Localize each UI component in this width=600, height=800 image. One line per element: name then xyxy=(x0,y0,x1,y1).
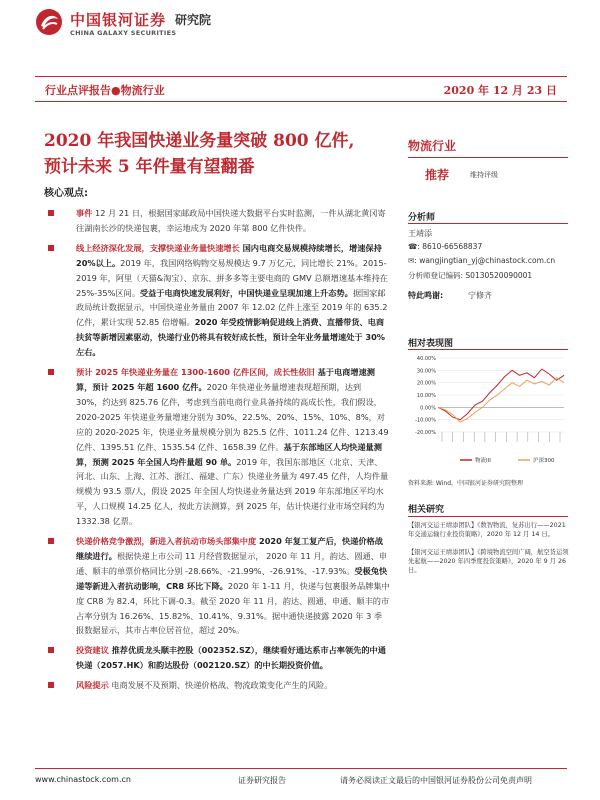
analyst-heading: 分析师 xyxy=(408,213,436,223)
core-view-text: 风险提示 xyxy=(76,680,109,691)
bullet-marker xyxy=(48,682,54,688)
industry-name: 物流行业 xyxy=(408,139,457,153)
bullet-marker xyxy=(48,538,54,544)
core-view-text: 2019 年，我国网络购物交易规模达 9.7 万亿元，同比增长 21%。2015-2019 年，阿里（天猫&淘宝）、京东、拼多多等主要电商的 GMV 总额增速基本维持在 25%-35%区间。 xyxy=(76,257,388,298)
related-item[interactable]: 【银河交运王靖添团队】《跨境物流空间广阔，航空货运领先起航——2020 年四季度投资策略》，2020 年 9 月 26 日。 xyxy=(408,549,569,574)
core-view-text: 2020 年复工复产后，快递价格战继续进行。 xyxy=(76,536,383,561)
core-view-text: 预计 2025 年快递业务量在 1300-1600 亿件区间，成长性依旧 xyxy=(76,367,315,378)
core-views-list xyxy=(44,206,390,698)
core-view-text: 受益于电商快速发展利好，中国快递业呈现加速上升态势。 xyxy=(139,287,353,298)
core-view-text: 事件 xyxy=(76,208,93,218)
bullet-marker xyxy=(48,245,54,251)
core-view-text: 2019 年，我国东部地区（北京、天津、河北、山东、上海、江苏、浙江、福建、广东）快递业务量为 497.45 亿件，人均件量规模为 93.5 票/人，假设 2025 年全国人均快递业务量达到 2019 年东部地区平均水平，人口规模 14.25 亿人，按此方法测算，到 2025 年，估计快递行业市场空间约为 1332.38 亿票。 xyxy=(76,456,389,527)
relative-performance-chart xyxy=(408,352,568,470)
footer-website[interactable]: www.chinastock.com.cn xyxy=(35,775,131,784)
chart-legend-label: 物流III xyxy=(475,458,491,464)
chart-heading: 相对表现图 xyxy=(408,339,454,349)
core-view-item xyxy=(44,678,390,693)
core-view-text: 基于东部地区人均快递量测算，预测 2025 年全国人均件量超 90 单。 xyxy=(76,441,382,467)
core-view-item xyxy=(44,643,390,673)
footer-disclaimer: 请务必阅读正文最后的中国银河证券股份公司免责声明 xyxy=(340,776,532,785)
footer-divider xyxy=(35,768,567,769)
core-view-text: 基于电商增速测算，预计 2025 年超 1600 亿件。 xyxy=(76,367,375,392)
report-date: 2020 年 12 月 23 日 xyxy=(443,84,557,97)
chart-y-tick-label: 40.00% xyxy=(416,356,436,362)
chart-series-line xyxy=(438,369,564,420)
core-view-text: 2020 年受疫情影响促进线上消费、直播带货、电商扶贫等新增因素驱动，快递行业仍将具有较好成长性，预计全年业务量增速处于 30%左右。 xyxy=(76,317,386,358)
core-view-text: 根据快递上市公司 11 月经营数据显示， 2020 年 11 月，韵达、圆通、申通、顺丰的单票价格同比分别 -28.66%、-21.99%、-26.91%、-17.93%。 xyxy=(76,550,388,576)
core-view-text: 电商发展不及预期、快递价格战、物流政策变化产生的风险。 xyxy=(108,680,333,691)
core-view-item xyxy=(44,365,390,529)
chart-y-tick-label: -10.00% xyxy=(415,417,436,424)
chart-y-tick-label: 20.00% xyxy=(416,380,436,387)
report-banner xyxy=(35,76,567,102)
related-research-heading: 相关研究 xyxy=(408,505,445,515)
chart-series-line xyxy=(438,378,564,422)
chart-y-tick-label: 30.00% xyxy=(416,368,436,375)
report-title xyxy=(44,128,394,180)
core-view-text: 推荐优质龙头顺丰控股（002352.SZ），继续看好通达系市占率领先的中通快递（2057.HK）和韵达股份（002120.SZ）的中长期投资价值。 xyxy=(76,645,386,671)
title-line-1: 2020 年我国快递业务量突破 800 亿件, xyxy=(44,131,355,151)
bullet-marker xyxy=(48,647,54,653)
core-view-text: 线上经济深化发展，支撑快递业务量快速增长 xyxy=(76,242,240,253)
analyst-email[interactable]: ✉: wangjingtian_yj@chinastock.com.cn xyxy=(408,256,556,265)
brand-name: 中国银河证券 xyxy=(70,11,167,29)
chart-source: 资料来源: Wind，中国银河证券研究院整理 xyxy=(408,480,524,487)
analyst-phone: ☎: 8610-66568837 xyxy=(408,242,483,251)
core-view-text: 2020 年 1-11 月，快递与包裹服务品牌集中度 CR8 为 82.4，环比下调-0.3。截至 2020 年 11 月，韵达、圆通、申通、顺丰的市占率分别为 16.26%、15.82%、10.41%、9.31%。据中通快递披露 2020 年 3 季报数据显示，其市占率位居首位，超过 20%。 xyxy=(76,580,390,636)
divider xyxy=(408,157,568,158)
brand-institute: 研究院 xyxy=(175,13,212,27)
core-view-item xyxy=(44,241,390,360)
chart-y-tick-label: -20.00% xyxy=(415,430,436,436)
chart-y-tick-label: 0.00% xyxy=(420,405,436,412)
chart-y-tick-label: 10.00% xyxy=(416,393,436,399)
core-view-text: 国内电商交易规模持续增长，增速保持 20%以上。 xyxy=(76,242,382,268)
report-type: 行业点评报告●物流行业 xyxy=(45,84,165,97)
related-item[interactable]: 【银河交运王靖添团队】《数智物流，复苏出行——2021 年交通运输行业投资策略》，2020 年 12 月 14 日。 xyxy=(408,522,566,538)
acknowledgement-label: 特此鸣谢: xyxy=(408,291,444,300)
analyst-name: 王靖添 xyxy=(408,229,432,238)
acknowledgement-name: 宁修齐 xyxy=(468,291,492,300)
core-views-label: 核心观点: xyxy=(44,188,88,199)
bullet-marker xyxy=(48,210,54,216)
core-view-text: 12 月 21 日，根据国家邮政局中国快递大数据平台实时监测，一件从湖北黄冈寄往湖南长沙的快递包裹，幸运地成为 2020 年第 800 亿件快件。 xyxy=(76,208,386,233)
divider xyxy=(408,516,568,517)
rating-note: 维持评级 xyxy=(470,171,498,179)
core-view-text: 据国家邮政局统计数据显示，中国快递业务量由 2007 年 12.02 亿件上涨至 2019 年的 635.2 亿件，累计实现 52.85 倍增幅。 xyxy=(76,287,388,328)
brand-english-name: CHINA GALAXY SECURITIES xyxy=(70,29,177,37)
core-view-item xyxy=(44,206,390,236)
footer-doc-type: 证券研究报告 xyxy=(238,776,286,785)
core-view-text: 投资建议 xyxy=(76,645,109,656)
core-view-text: 快递价格竞争激烈，新进入者抗动市场头部集中度 xyxy=(76,536,257,547)
divider xyxy=(408,223,568,224)
core-view-text: 受极兔快递等新进入者抗动影响，CR8 环比下降。 xyxy=(76,565,388,591)
company-logo-icon xyxy=(35,8,63,36)
chart-legend-label: 沪深300 xyxy=(533,458,555,464)
divider xyxy=(408,349,568,350)
rating-badge: 推荐 xyxy=(425,168,450,182)
core-view-item xyxy=(44,534,390,638)
core-view-text: 2020 年快递业务量增速表现超预期，达到 30%，约达到 825.76 亿件，考虑到当前电商行业具备持续的高成长性，我们假设，2020-2025 年快递业务量增速分别为 30%、22.5%、20%、15%、10%、8%，对应的 2020-2025 年，快递业务量规模分别为 825.5 亿件、1011.24 亿件、1213.49 亿件、1395.51 亿件、1535.54 亿件、1658.39 亿件。 xyxy=(76,381,389,452)
analyst-registration: 分析师登记编码: S0130520090001 xyxy=(408,271,533,280)
title-line-2: 预计未来 5 年件量有望翻番 xyxy=(44,157,255,177)
bullet-marker xyxy=(48,369,54,375)
